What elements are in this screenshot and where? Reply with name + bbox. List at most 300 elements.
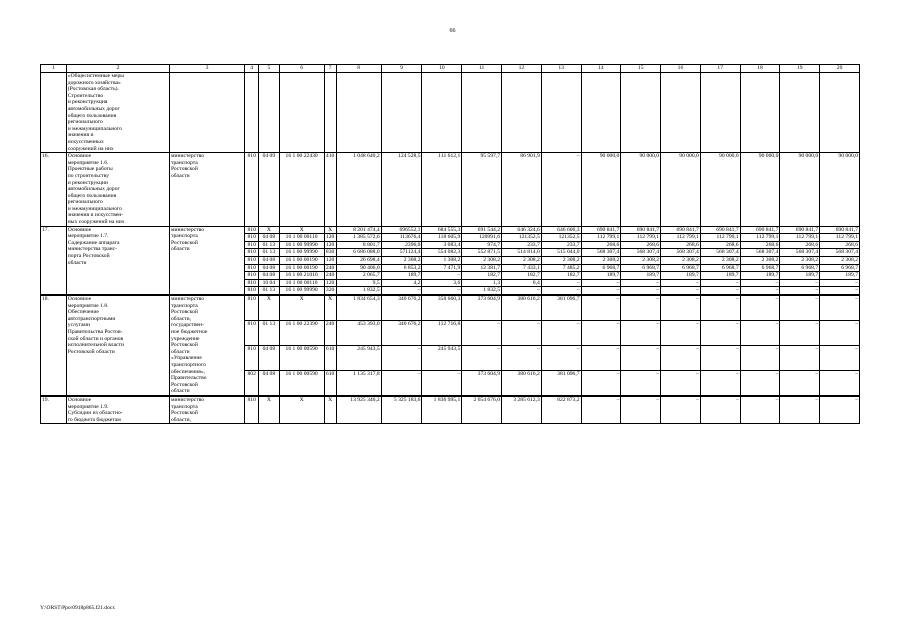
table-cell: 16 1 00 00190 — [279, 264, 324, 272]
table-cell: X — [324, 296, 336, 321]
column-header: 12 — [502, 65, 542, 73]
text-line: Ростовской — [170, 342, 198, 349]
table-cell: – — [661, 287, 701, 295]
table-cell: – — [422, 287, 462, 295]
table-cell: 189,7 — [621, 272, 661, 280]
text-line: транспортного — [170, 361, 206, 368]
text-line: Ростовской — [170, 239, 198, 246]
table-cell: 1 832,5 — [336, 287, 381, 295]
table-row — [41, 396, 860, 423]
table-cell: 04 09 — [259, 153, 279, 227]
table-cell: 2 308,2 — [381, 257, 422, 265]
table-cell: 6 686 088,0 — [336, 249, 381, 257]
table-cell: 373 604,9 — [462, 370, 502, 395]
table-cell: 04 08 — [259, 345, 279, 370]
table-cell: 9,5 — [336, 279, 381, 287]
table-cell: – — [780, 320, 820, 345]
table-cell: 320 — [325, 287, 335, 294]
text-line: «Управление — [170, 355, 202, 362]
table-cell: – — [381, 345, 422, 370]
table-cell: – — [422, 370, 462, 395]
empty-cell — [259, 73, 279, 153]
table-cell: – — [621, 345, 661, 370]
table-cell: 16 1 00 00110 — [279, 234, 324, 242]
table-cell: 3 083,4 — [422, 241, 462, 249]
table-cell: 554 082,3 — [422, 249, 462, 257]
table-cell: 233,7 — [502, 241, 542, 249]
table-cell: 810 — [245, 264, 259, 272]
row-number: 17. — [41, 226, 67, 294]
table-cell: 189,7 — [381, 272, 422, 280]
table-cell: – — [621, 396, 661, 423]
text-line: ное бюджетное — [170, 328, 208, 335]
table-cell: – — [621, 370, 661, 395]
row-number: 19. — [41, 396, 67, 423]
table-cell: 04 08 — [259, 234, 279, 242]
table-cell: 453 393,0 — [336, 320, 381, 345]
table-cell: – — [780, 396, 820, 423]
activity-name — [66, 226, 169, 294]
text-line: и межмуниципального — [67, 125, 122, 132]
table-cell: 112 799,1 — [740, 234, 780, 242]
table-cell: – — [740, 296, 780, 321]
column-header: 9 — [381, 65, 422, 73]
text-line: Содержание аппарата — [67, 239, 120, 246]
table-cell: – — [502, 345, 542, 370]
table-cell: 410 — [324, 153, 336, 227]
table-cell: 189,7 — [700, 272, 740, 280]
text-line: министерство — [170, 226, 205, 233]
table-cell: 12 381,7 — [462, 264, 502, 272]
text-line: искусственных — [67, 138, 104, 145]
table-cell: 90 000,0 — [700, 153, 740, 227]
table-cell: 690 841,7 — [581, 226, 621, 234]
column-header: 8 — [336, 65, 381, 73]
table-cell: 112 799,1 — [780, 234, 820, 242]
table-cell: 95 597,7 — [462, 153, 502, 227]
table-cell: 340 676,2 — [381, 320, 422, 345]
table-cell: 268,6 — [780, 241, 820, 249]
text-line: сооружений на них — [67, 145, 114, 152]
text-line: учреждение — [170, 335, 200, 342]
text-line: ных сооружений на них — [67, 219, 125, 226]
table-cell: – — [581, 396, 621, 423]
table-cell: 240 — [324, 320, 336, 345]
text-line: области — [170, 388, 190, 395]
empty-cell — [661, 73, 701, 153]
text-line: области, — [170, 416, 192, 423]
table-cell: 2396,0 — [381, 241, 422, 249]
column-header: 3 — [169, 65, 244, 73]
table-cell: 90 000,0 — [581, 153, 621, 227]
table-cell: 2 308,2 — [581, 257, 621, 265]
text-line: мероприятие 1.9. — [67, 403, 109, 410]
table-cell: – — [820, 279, 860, 287]
text-line: и межмуниципального — [67, 205, 122, 212]
table-cell: – — [740, 370, 780, 395]
table-cell: – — [700, 287, 740, 295]
table-cell: X — [279, 296, 324, 321]
table-cell: – — [740, 345, 780, 370]
budget-table — [40, 64, 860, 424]
text-line: обеспечения», — [170, 368, 206, 375]
text-line: Проектные работы — [67, 166, 113, 173]
table-cell: 113676,4 — [381, 234, 422, 242]
empty-cell — [324, 73, 336, 153]
table-cell: 568 307,4 — [820, 249, 860, 257]
column-header: 19 — [780, 65, 820, 73]
column-header: 20 — [820, 65, 860, 73]
table-cell: – — [780, 296, 820, 321]
table-cell: 552 871,5 — [462, 249, 502, 257]
empty-cell — [279, 73, 324, 153]
table-cell: – — [700, 370, 740, 395]
table-cell: – — [621, 287, 661, 295]
text-line: «Общесистемные меры — [67, 73, 125, 79]
table-cell: X — [259, 226, 279, 234]
text-line: Ростовской — [170, 410, 198, 417]
table-cell: 120991,6 — [462, 234, 502, 242]
table-cell: 358 660,3 — [422, 296, 462, 321]
table-cell: 8 801,7 — [336, 241, 381, 249]
table-cell: 111 612,1 — [422, 153, 462, 227]
table-cell: 802 — [245, 370, 259, 395]
table-cell: X — [324, 396, 336, 423]
table-cell: 112 799,1 — [581, 234, 621, 242]
table-cell: 01 13 — [259, 241, 279, 249]
table-cell: 830 — [325, 249, 335, 256]
table-cell: – — [820, 287, 860, 295]
row-number: 18. — [41, 296, 67, 396]
table-cell: 1 832,5 — [462, 287, 502, 295]
table-cell: 10 04 — [259, 279, 279, 287]
text-line: транспорта — [170, 302, 198, 309]
table-cell: – — [541, 320, 581, 345]
column-header: 6 — [279, 65, 324, 73]
table-cell: 810 — [245, 320, 259, 345]
table-cell: 245 943,5 — [336, 345, 381, 370]
column-header: 15 — [621, 65, 661, 73]
table-cell: 1 135 317,8 — [336, 370, 381, 395]
table-cell: 810 — [245, 241, 259, 249]
column-header: 10 — [422, 65, 462, 73]
table-cell: 0,4 — [502, 279, 542, 287]
table-cell: 2 654 676,0 — [462, 396, 502, 423]
text-line: и реконструкции — [67, 179, 108, 186]
row-number: 16. — [41, 153, 67, 227]
table-cell: 2 308,2 — [541, 257, 581, 265]
text-line: мероприятие 1.6. — [67, 159, 109, 166]
table-cell: 568 307,4 — [740, 249, 780, 257]
table-cell: – — [381, 370, 422, 395]
table-cell: 189,7 — [740, 272, 780, 280]
table-cell: 189,7 — [780, 272, 820, 280]
text-line: области — [67, 259, 87, 266]
page-number: 66 — [449, 28, 456, 34]
table-cell: 268,6 — [740, 241, 780, 249]
empty-cell — [780, 73, 820, 153]
table-cell: 2 308,2 — [780, 257, 820, 265]
table-cell: 26 698,4 — [336, 257, 381, 265]
text-line: области — [170, 172, 190, 179]
table-cell: 690 841,7 — [621, 226, 661, 234]
table-cell: 696552,1 — [381, 226, 422, 234]
table-cell: 112 799,1 — [621, 234, 661, 242]
text-line: Основное — [67, 153, 92, 160]
table-cell: 1 308,2 — [422, 257, 462, 265]
table-cell: 16 1 00 99990 — [279, 249, 324, 257]
table-cell: 8 201 474,4 — [336, 226, 381, 234]
table-cell: X — [279, 226, 324, 234]
empty-cell — [336, 73, 381, 153]
table-cell: 16 1 00 00190 — [279, 257, 324, 265]
table-cell: 04 08 — [259, 257, 279, 265]
table-cell: – — [541, 279, 581, 287]
column-header: 16 — [661, 65, 701, 73]
text-line: министерство — [170, 296, 205, 302]
table-cell: 3 285 612,3 — [502, 396, 542, 423]
column-header: 11 — [462, 65, 502, 73]
table-cell: – — [661, 320, 701, 345]
table-cell: 810 — [245, 226, 259, 234]
table-cell: – — [661, 279, 701, 287]
text-line: области — [170, 246, 190, 253]
executor — [169, 296, 244, 396]
table-cell: 974,7 — [462, 241, 502, 249]
table-cell: 810 — [245, 272, 259, 280]
table-cell: 4,2 — [381, 279, 422, 287]
text-line: мероприятие 1.7. — [67, 233, 109, 240]
table-cell: 6 968,7 — [621, 264, 661, 272]
text-line: услугами — [67, 322, 90, 329]
table-cell: 268,6 — [820, 241, 860, 249]
table-cell: 810 — [245, 279, 259, 287]
table-cell: – — [621, 279, 661, 287]
table-cell: 90 000,0 — [661, 153, 701, 227]
table-cell: 90 406,0 — [336, 264, 381, 272]
table-cell: 01 13 — [259, 249, 279, 257]
table-cell: 690 841,7 — [780, 226, 820, 234]
table-cell: – — [780, 287, 820, 295]
table-cell: 01 13 — [259, 287, 279, 295]
text-line: мероприятие 1.8. — [67, 302, 109, 309]
table-cell: 6 853,2 — [381, 264, 422, 272]
table-cell: – — [502, 320, 542, 345]
activity-name — [66, 153, 169, 227]
text-line: исполнительной власти — [67, 342, 124, 349]
table-cell: – — [780, 345, 820, 370]
table-cell: 112 799,1 — [700, 234, 740, 242]
column-header: 7 — [324, 65, 336, 73]
text-line: автомобильных дорог — [67, 186, 120, 193]
table-cell: 2 308,2 — [462, 257, 502, 265]
table-cell: 90 000,0 — [621, 153, 661, 227]
table-cell: 16 1 00 21010 — [279, 272, 324, 280]
table-cell: 380 616,2 — [502, 296, 542, 321]
column-header: 17 — [700, 65, 740, 73]
table-cell: 690 841,7 — [820, 226, 860, 234]
table-cell: – — [740, 396, 780, 423]
table-cell: 2 308,2 — [820, 257, 860, 265]
table-cell: – — [621, 320, 661, 345]
table-cell: 112 799,1 — [661, 234, 701, 242]
table-cell: 182,7 — [462, 272, 502, 280]
table-cell: 2 308,2 — [661, 257, 701, 265]
table-cell: 568 307,4 — [581, 249, 621, 257]
table-cell: 112 799,1 — [820, 234, 860, 242]
table-cell: 7 485,2 — [541, 264, 581, 272]
table-cell: 810 — [245, 296, 259, 321]
table-cell: 3,6 — [422, 279, 462, 287]
table-cell: – — [581, 320, 621, 345]
table-cell: – — [581, 370, 621, 395]
table-cell: – — [820, 320, 860, 345]
text-line: (Ростовская область). — [67, 86, 119, 93]
table-cell: 822 873,2 — [541, 396, 581, 423]
text-line: транспорта — [170, 233, 198, 240]
text-line: порта Ростовской — [67, 253, 110, 260]
table-cell: 568 307,4 — [700, 249, 740, 257]
text-line: Обеспечение — [67, 309, 99, 316]
empty-cell — [581, 73, 621, 153]
table-cell: 16 1 00 00590 — [279, 370, 324, 395]
table-cell: – — [820, 370, 860, 395]
table-cell: 2 308,2 — [740, 257, 780, 265]
text-line: Правительства Ростов- — [67, 328, 123, 335]
table-cell: 16 1 00 99990 — [279, 241, 324, 249]
table-cell: 6 968,7 — [820, 264, 860, 272]
table-cell: – — [740, 279, 780, 287]
table-cell: – — [422, 272, 462, 280]
table-cell: – — [661, 296, 701, 321]
table-row — [41, 296, 860, 321]
table-cell: X — [279, 396, 324, 423]
table-cell: 01 13 — [259, 320, 279, 345]
text-line: министерство — [170, 153, 205, 160]
table-cell: – — [700, 279, 740, 287]
text-line: министерства транс- — [67, 246, 118, 253]
table-cell: 118 605,9 — [422, 234, 462, 242]
table-cell: 568 307,4 — [661, 249, 701, 257]
text-line: ской области и органов — [67, 335, 124, 342]
text-line: государствен- — [170, 322, 204, 329]
text-line: Основное — [67, 396, 92, 403]
table-cell: 1 834 654,3 — [336, 296, 381, 321]
table-cell: X — [324, 226, 336, 234]
text-line: регионального — [67, 199, 103, 206]
executor — [169, 396, 244, 423]
text-line: Основное — [67, 296, 92, 302]
table-cell: – — [700, 396, 740, 423]
text-line: общего пользования — [67, 112, 117, 119]
empty-cell — [541, 73, 581, 153]
table-cell: 568 307,4 — [780, 249, 820, 257]
table-cell: 16 1 00 00110 — [279, 279, 324, 287]
table-cell: 684 555,3 — [422, 226, 462, 234]
table-cell: 2 065,7 — [336, 272, 381, 280]
table-cell: – — [700, 320, 740, 345]
table-cell: 189,7 — [820, 272, 860, 280]
empty-cell — [422, 73, 462, 153]
empty-cell — [740, 73, 780, 153]
table-cell: 6 968,7 — [661, 264, 701, 272]
table-cell: – — [462, 320, 502, 345]
column-header: 13 — [541, 65, 581, 73]
table-cell: 6 968,7 — [581, 264, 621, 272]
table-cell: 1 048 640,2 — [336, 153, 381, 227]
table-cell: 124 528,5 — [381, 153, 422, 227]
table-cell: – — [820, 296, 860, 321]
activity-name — [66, 296, 169, 396]
table-cell: X — [259, 396, 279, 423]
table-cell: 240 — [325, 264, 335, 271]
table-cell: 568 307,4 — [621, 249, 661, 257]
table-cell: 121352,5 — [541, 234, 581, 242]
table-cell: – — [621, 296, 661, 321]
text-line: общего пользования — [67, 192, 117, 199]
table-cell: 810 — [245, 234, 259, 242]
table-cell: 810 — [245, 249, 259, 257]
table-cell: 610 — [324, 345, 336, 370]
table-cell: 810 — [245, 396, 259, 423]
table-cell: – — [462, 345, 502, 370]
table-cell: – — [661, 345, 701, 370]
table-cell: 86 901,9 — [502, 153, 542, 227]
table-cell: 373 604,9 — [462, 296, 502, 321]
table-cell: 810 — [245, 287, 259, 295]
row-number-empty — [41, 73, 67, 153]
table-cell: – — [581, 296, 621, 321]
table-cell: 6 968,7 — [700, 264, 740, 272]
table-cell: – — [740, 320, 780, 345]
text-line: транспорта — [170, 403, 198, 410]
table-cell: 120 — [325, 279, 335, 286]
table-cell: 112 716,8 — [422, 320, 462, 345]
table-cell: 13 925 340,2 — [336, 396, 381, 423]
executor — [169, 226, 244, 294]
table-cell: 245 943,5 — [422, 345, 462, 370]
table-cell: – — [700, 296, 740, 321]
table-cell: 189,7 — [661, 272, 701, 280]
text-line: Основное — [67, 226, 92, 233]
table-cell: 240 — [325, 272, 335, 279]
table-cell: 16 1 00 00590 — [279, 345, 324, 370]
table-cell: – — [780, 279, 820, 287]
table-cell: 6 968,7 — [780, 264, 820, 272]
table-cell: 268,6 — [700, 241, 740, 249]
table-cell: – — [820, 396, 860, 423]
table-cell: – — [541, 153, 581, 227]
table-cell: 90 000,0 — [780, 153, 820, 227]
table-cell: 690 841,7 — [740, 226, 780, 234]
table-cell: 381 096,7 — [541, 370, 581, 395]
text-line: Ростовской — [170, 381, 198, 388]
column-header: 4 — [245, 65, 259, 73]
table-cell: 810 — [245, 345, 259, 370]
table-cell: 610 — [324, 370, 336, 395]
table-cell: 04 08 — [259, 272, 279, 280]
empty-cell — [245, 73, 259, 153]
table-cell: 2 308,2 — [502, 257, 542, 265]
text-line: Строительство — [67, 92, 104, 99]
table-cell: X — [259, 296, 279, 321]
table-cell: – — [661, 396, 701, 423]
table-cell: – — [820, 345, 860, 370]
table-cell: 04 08 — [259, 370, 279, 395]
table-cell: 340 676,2 — [381, 296, 422, 321]
text-line: автомобильных дорог — [67, 105, 120, 112]
table-cell: 16 1 00 99990 — [279, 287, 324, 295]
